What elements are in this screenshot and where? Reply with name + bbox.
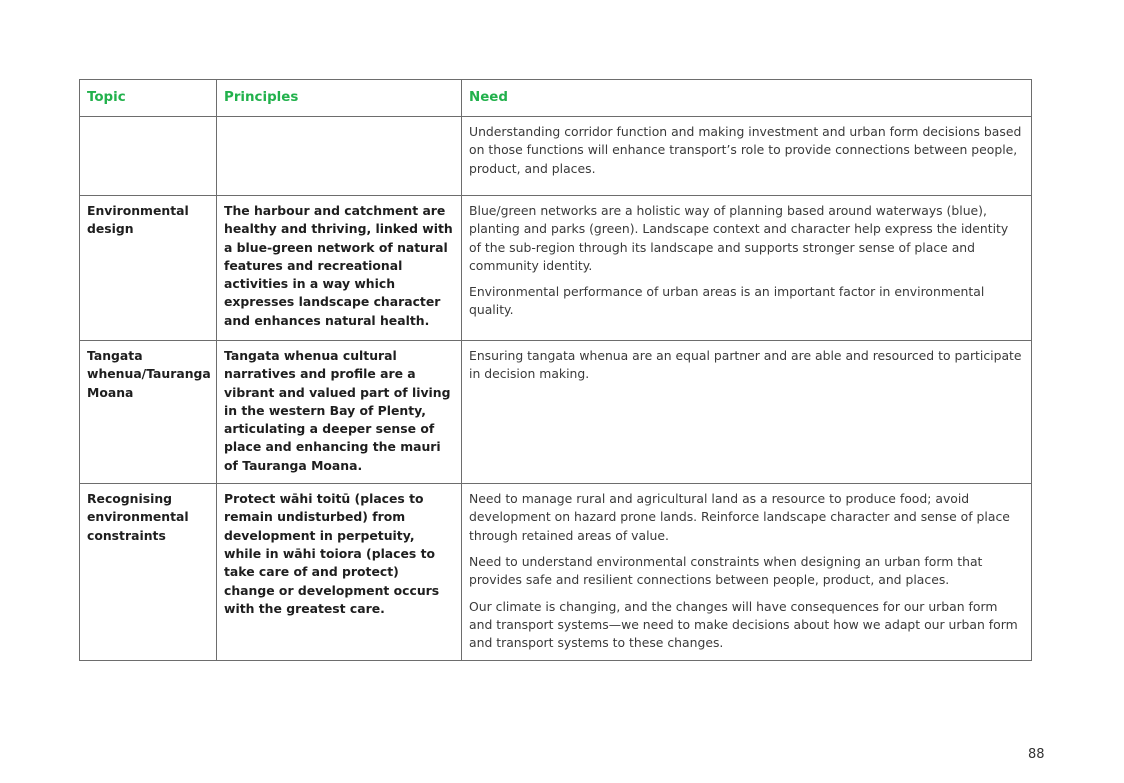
table-row bbox=[80, 117, 1032, 196]
principle-cell: Tangata whenua cultural narratives and profile are a vibrant and valued part of living in the western Bay of Plenty, articulating a deeper sense of place and enhancing the mauri of Tauranga Moana. bbox=[217, 341, 462, 484]
table-row bbox=[80, 484, 1032, 661]
topic-cell: Recognising environmental constraints bbox=[80, 484, 217, 661]
need-cell bbox=[462, 117, 1032, 196]
table-row bbox=[80, 196, 1032, 341]
need-paragraph: Environmental performance of urban areas is an important factor in environmental quality. bbox=[469, 284, 985, 318]
need-paragraph: Need to understand environmental constraints when designing an urban form that provides safe and resilient connections between people, product, and places. bbox=[469, 553, 983, 588]
header-principles: Principles bbox=[217, 80, 462, 117]
need-paragraph: Blue/green networks are a holistic way of planning based around waterways (blue), planting and parks (green). Landscape context and character help express the identity of the sub-region through its landscape and supports stronger sense of place and community identity. bbox=[469, 203, 1009, 273]
principle-cell bbox=[217, 117, 462, 196]
table-row bbox=[80, 341, 1032, 484]
need-cell bbox=[462, 484, 1032, 661]
need-cell bbox=[462, 341, 1032, 484]
need-paragraph: Need to manage rural and agricultural land as a resource to produce food; avoid development on hazard prone lands. Reinforce landscape character and sense of place through retained areas of value. bbox=[469, 491, 1010, 543]
topic-cell: Environmental design bbox=[80, 196, 217, 341]
header-need: Need bbox=[462, 80, 1032, 117]
need-paragraph: Our climate is changing, and the changes will have consequences for our urban form and transport systems—we need to make decisions about how we adapt our urban form and transport systems to these changes. bbox=[469, 598, 1018, 651]
principle-cell: Protect wāhi toitū (places to remain undisturbed) from development in perpetuity, while in wāhi toiora (places to take care of and protect) change or development occurs with the greatest care. bbox=[217, 484, 462, 661]
page-number: 88 bbox=[1028, 747, 1045, 762]
need-paragraph: Ensuring tangata whenua are an equal partner and are able and resourced to participate in decision making. bbox=[469, 348, 1022, 382]
topic-cell bbox=[80, 117, 217, 196]
table-header-row bbox=[80, 80, 1032, 117]
need-cell bbox=[462, 196, 1032, 341]
principles-table bbox=[79, 79, 1032, 661]
need-paragraph: Understanding corridor function and making investment and urban form decisions based on those functions will enhance transport’s role to provide connections between people, product, and places. bbox=[469, 124, 1022, 176]
topic-cell: Tangata whenua/Tauranga Moana bbox=[80, 341, 217, 484]
header-topic: Topic bbox=[80, 80, 217, 117]
principle-cell: The harbour and catchment are healthy and thriving, linked with a blue-green network of natural features and recreational activities in a way which expresses landscape character and enhances natural health. bbox=[217, 196, 462, 341]
